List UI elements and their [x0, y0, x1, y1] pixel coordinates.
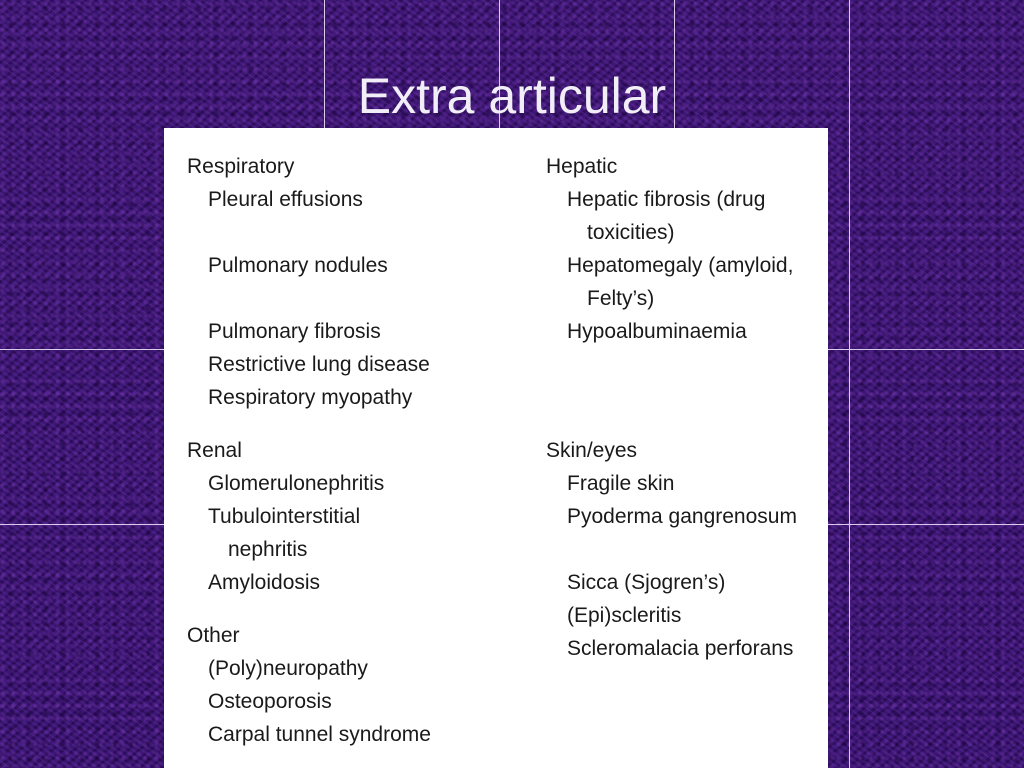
list-item: Sicca (Sjogren’s) — [567, 571, 726, 594]
list-item: Osteoporosis — [208, 690, 332, 713]
list-item: Restrictive lung disease — [208, 353, 430, 376]
list-item: Hepatic fibrosis (drug — [567, 188, 766, 211]
list-item: Pulmonary nodules — [208, 254, 388, 277]
list-item: Carpal tunnel syndrome — [208, 723, 431, 746]
list-item: Glomerulonephritis — [208, 472, 385, 495]
left-column — [187, 150, 517, 751]
content-panel — [164, 128, 828, 768]
section-respiratory — [187, 150, 517, 414]
section-heading: Renal — [187, 439, 242, 462]
list-item: Scleromalacia perforans — [567, 637, 794, 660]
list-item: (Poly)neuropathy — [208, 657, 368, 680]
list-item: Pleural effusions — [208, 188, 363, 211]
section-hepatic — [546, 150, 821, 348]
section-heading: Hepatic — [546, 155, 618, 178]
right-column — [546, 150, 821, 665]
section-heading: Skin/eyes — [546, 439, 638, 462]
list-item-continuation: toxicities) — [587, 221, 675, 244]
section-skin-eyes — [546, 434, 821, 665]
list-item: Hepatomegaly (amyloid, — [567, 254, 794, 277]
section-renal — [187, 434, 517, 599]
list-item-continuation: nephritis — [228, 538, 308, 561]
section-other — [187, 619, 517, 751]
list-item: Pyoderma gangrenosum — [567, 505, 797, 528]
section-heading: Respiratory — [187, 155, 295, 178]
list-item: Amyloidosis — [208, 571, 321, 594]
list-item: Respiratory myopathy — [208, 386, 413, 409]
section-heading: Other — [187, 624, 240, 647]
list-item: Hypoalbuminaemia — [567, 320, 747, 343]
list-item: Pulmonary fibrosis — [208, 320, 381, 343]
list-item-continuation: Felty’s) — [587, 287, 655, 310]
list-item: Fragile skin — [567, 472, 675, 495]
list-item: Tubulointerstitial — [208, 505, 361, 528]
slide-title: Extra articular — [357, 68, 667, 124]
list-item: (Epi)scleritis — [567, 604, 682, 627]
